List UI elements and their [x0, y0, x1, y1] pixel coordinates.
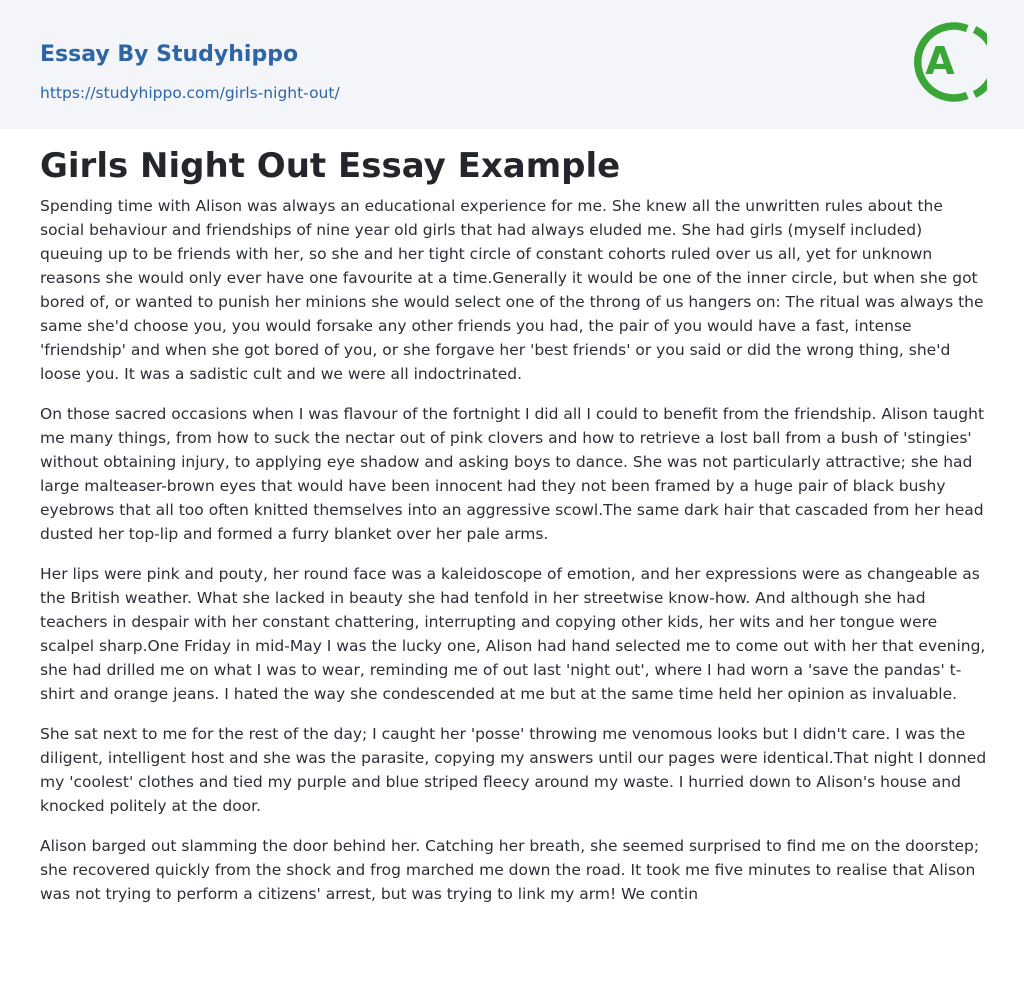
essay-paragraph: On those sacred occasions when I was flavour of the fortnight I did all I could to benefit from the friendship. Alison taught me many things, from how to suck the nectar out of pink clovers and how to retrieve a lost ball from a bush of 'stingies' without obtaining injury, to applying eye shadow and asking boys to dance. She was not particularly attractive; she had large malteaser-brown eyes that would have been innocent had they not been framed by a huge pair of black bushy eyebrows that all too often knitted themselves into an aggressive scowl.The same dark hair that cascaded from her head dusted her top-lip and formed a furry blanket over her pale arms. — [40, 405, 985, 543]
essay-paragraph: Alison barged out slamming the door behind her. Catching her breath, she seemed surprised to find me on the doorstep; she recovered quickly from the shock and frog marched me down the road. It took me five minutes to realise that Alison was not trying to perform a citizens' arrest, but was trying to link my arm! We contin — [40, 837, 980, 903]
page-title: Girls Night Out Essay Example — [40, 146, 621, 186]
studyhippo-a-logo-icon[interactable] — [911, 19, 987, 105]
logo-letter: A — [925, 39, 955, 83]
brand-title[interactable]: Essay By Studyhippo — [40, 42, 299, 67]
essay-paragraph: Spending time with Alison was always an educational experience for me. She knew all the unwritten rules about the social behaviour and friendships of nine year old girls that had always eluded me. She had girls (myself included) queuing up to be friends with her, so she and her tight circle of constant cohorts ruled over us all, yet for unknown reasons she would only ever have one favourite at a time.Generally it would be one of the inner circle, but when she got bored of, or wanted to punish her minions she would select one of the throng of us hangers on: The ritual was always the same she'd choose you, you would forsake any other friends you had, the pair of you would have a fast, intense 'friendship' and when she got bored of you, or she forgave her 'best friends' or you said or did the wrong thing, she'd loose you. It was a sadistic cult and we were all indoctrinated. — [40, 197, 984, 383]
site-header — [0, 0, 1024, 129]
essay-paragraph: She sat next to me for the rest of the day; I caught her 'posse' throwing me venomous looks but I didn't care. I was the diligent, intelligent host and she was the parasite, copying my answers until our pages were identical.That night I donned my 'coolest' clothes and tied my purple and blue striped fleecy around my waste. I hurried down to Alison's house and knocked politely at the door. — [40, 725, 987, 815]
essay-body — [40, 194, 988, 922]
page-url-link[interactable]: https://studyhippo.com/girls-night-out/ — [40, 84, 340, 102]
essay-paragraph: Her lips were pink and pouty, her round face was a kaleidoscope of emotion, and her expressions were as changeable as the British weather. What she lacked in beauty she had tenfold in her streetwise know-how. And although she had teachers in despair with her constant chattering, interrupting and copying other kids, her wits and her tongue were scalpel sharp.One Friday in mid-May I was the lucky one, Alison had hand selected me to come out with her that evening, she had drilled me on what I was to wear, reminding me of out last 'night out', where I had worn a 'save the pandas' t-shirt and orange jeans. I hated the way she condescended at me but at the same time held her opinion as invaluable. — [40, 565, 986, 703]
